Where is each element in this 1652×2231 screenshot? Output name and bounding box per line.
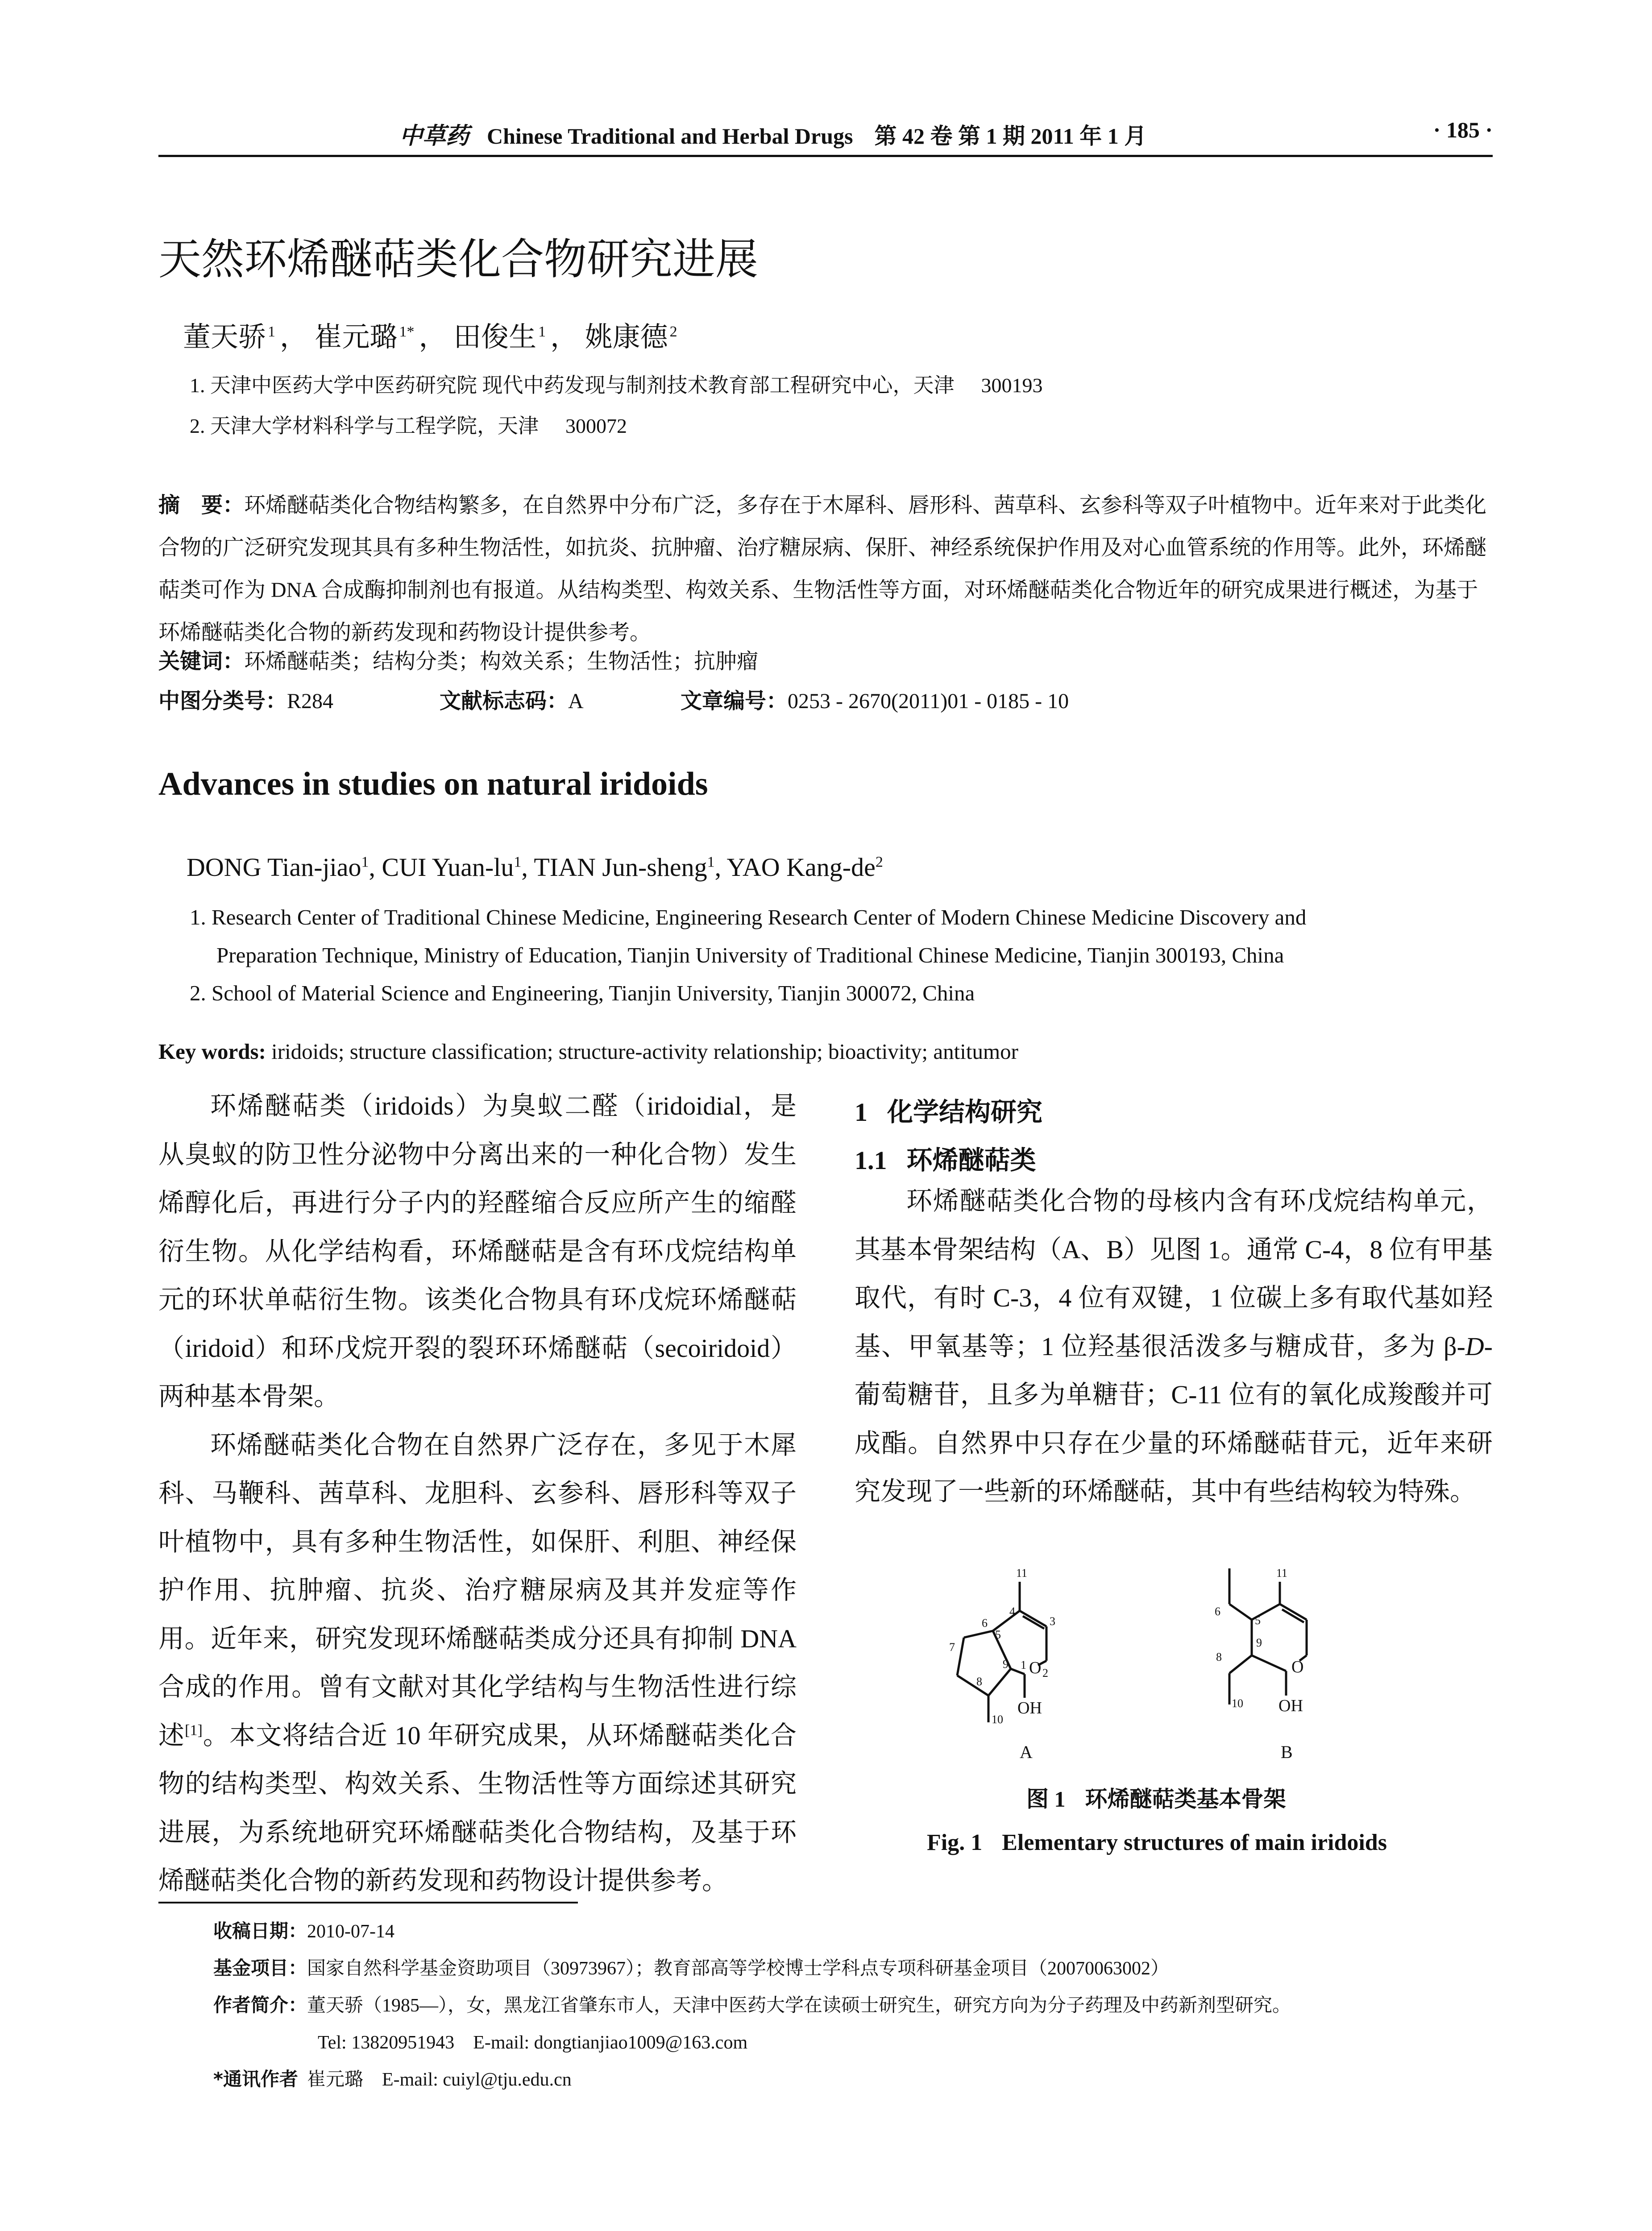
author-en: CUI Yuan-lu — [382, 853, 514, 882]
clc-label: 中图分类号： — [158, 688, 287, 713]
clc-number — [158, 684, 333, 714]
figure-1 — [910, 1562, 1446, 1771]
atom-label: 6 — [1215, 1605, 1220, 1618]
footnote-text: 国家自然科学基金资助项目（30973967）；教育部高等学校博士学科点专项科研基金项目（20070063002） — [307, 1958, 1170, 1979]
body-right-column — [855, 1177, 1493, 1516]
author-mark: 1 — [538, 323, 546, 340]
article-id — [681, 684, 1069, 714]
atom-label: 11 — [1016, 1567, 1028, 1580]
atom-label: 9 — [1256, 1636, 1262, 1649]
footnote-label: *通讯作者 — [213, 2068, 298, 2090]
author-cn: 姚康德 — [585, 322, 668, 352]
atom-label: OH — [1278, 1696, 1303, 1715]
structure-b-labels — [1215, 1567, 1303, 1715]
header-journal-line — [399, 117, 1146, 150]
atom-label: 10 — [992, 1713, 1003, 1726]
journal-issue: 第 42 卷 第 1 期 2011 年 1 月 — [874, 124, 1147, 149]
journal-name: Chinese Traditional and Herbal Drugs — [487, 124, 853, 149]
section-number: 1 — [855, 1098, 868, 1127]
journal-brand: 中草药 — [399, 124, 469, 149]
footnote-fund — [213, 1953, 1169, 1980]
affiliation-zip: 300072 — [565, 415, 627, 437]
page-number: · 185 · — [1433, 117, 1493, 142]
document-code-value: A — [568, 689, 584, 713]
atom-label: 8 — [976, 1675, 982, 1688]
section-heading-1 — [855, 1091, 1042, 1128]
footnote-label: 基金项目： — [213, 1957, 307, 1979]
title-en: Advances in studies on natural iridoids — [158, 766, 708, 802]
atom-label: 11 — [1276, 1567, 1288, 1580]
figure-caption-cn — [1026, 1781, 1286, 1813]
affiliation-en: 1. Research Center of Traditional Chinese Medicine, Engineering Research Center of Modern Chinese Medicine Discovery and — [190, 905, 1307, 929]
atom-label: 1 — [1021, 1659, 1026, 1671]
atom-label: O — [1029, 1659, 1042, 1677]
section-number: 1.1 — [855, 1146, 887, 1175]
author-en: TIAN Jun-sheng — [534, 853, 707, 882]
authors-en: DONG Tian-jiao$^1$, CUI Yuan-$lu^1$, TIAN Jun-sheng$^1$, YAO Kang-$de^2$ — [187, 853, 883, 882]
atom-label: 2 — [1042, 1667, 1048, 1679]
article-id-label: 文章编号： — [681, 688, 788, 713]
figure-caption-text: Elementary structures of main iridoids — [1002, 1830, 1387, 1855]
structure-b-label: B — [1281, 1742, 1293, 1762]
author-en: DONG Tian-jiao — [187, 853, 361, 882]
atom-label: O — [1291, 1658, 1304, 1676]
footnote-text: 崔元璐 E-mail: cuiyl@tju.edu.cn — [307, 2069, 572, 2090]
atom-label: 7 — [949, 1641, 955, 1654]
author-mark: 1* — [399, 323, 415, 340]
paragraph-text: 环烯醚萜类化合物的母核内含有环戊烷结构单元，其基本骨架结构（A、B）见图 1。通常 C-4，8 位有甲基取代，有时 C-3，4 位有双键，1 位碳上多有取代基如羟基、甲氧基等；1 位羟基很活泼多与糖成苷，多为 β- — [855, 1186, 1493, 1361]
title-cn: 天然环烯醚萜类化合物研究进展 — [158, 234, 758, 284]
figure-number: Fig. 1 — [927, 1830, 983, 1855]
atom-label: 3 — [1050, 1615, 1055, 1628]
author-cn: 田俊生 — [453, 322, 537, 352]
affiliation-cn — [190, 369, 1043, 398]
section-title: 环烯醚萜类 — [906, 1145, 1036, 1175]
section-title: 化学结构研究 — [887, 1097, 1043, 1127]
keywords-text: 环烯醚萜类；结构分类；构效关系；生物活性；抗肿瘤 — [244, 650, 759, 673]
abstract-label: 摘 要： — [158, 493, 245, 518]
figure-caption-en — [927, 1829, 1387, 1856]
paragraph — [158, 1421, 797, 1905]
figure-caption-text: 环烯醚萜类基本骨架 — [1085, 1786, 1286, 1812]
footnote-label: 收稿日期： — [213, 1920, 307, 1942]
author-mark: 1 — [514, 854, 522, 871]
footnote-text: 2010-07-14 — [307, 1921, 394, 1942]
abstract-cn — [158, 484, 1493, 654]
keywords-en-text: iridoids; structure classification; structure-activity relationship; bioactivity; antitumor — [266, 1039, 1018, 1064]
paragraph — [855, 1177, 1493, 1516]
keywords-en-label: Key words: — [158, 1039, 266, 1064]
keywords-cn — [158, 644, 758, 675]
italic-d: D — [1465, 1331, 1484, 1361]
structure-a-labels — [949, 1567, 1055, 1726]
footnote-contact: Tel: 13820951943 E-mail: dongtianjiao1009@163.com — [318, 2032, 748, 2053]
header-rule — [158, 155, 1493, 157]
atom-label: 8 — [1216, 1650, 1222, 1663]
atom-label: OH — [1017, 1699, 1042, 1717]
author-mark: 1 — [707, 854, 715, 871]
footnote-corresponding — [213, 2065, 572, 2091]
atom-label: 5 — [995, 1628, 1001, 1641]
clc-value: R284 — [287, 689, 334, 713]
footnote-bio — [213, 1990, 1291, 2017]
author-mark: 1 — [268, 323, 276, 340]
article-id-value: 0253 - 2670(2011)01 - 0185 - 10 — [788, 689, 1069, 713]
keywords-en — [158, 1039, 1018, 1064]
footnote-rule — [158, 1902, 578, 1903]
affiliation-text: 2. 天津大学材料科学与工程学院，天津 — [190, 415, 539, 437]
author-en: YAO Kang-de — [726, 853, 876, 882]
atom-label: 4 — [1009, 1605, 1015, 1618]
author-cn: 崔元璐 — [314, 322, 398, 352]
footnote-text: 董天骄（1985—），女，黑龙江省肇东市人，天津中医药大学在读硕士研究生，研究方向为分子药理及中药新剂型研究。 — [307, 1995, 1291, 2016]
atom-label: 6 — [982, 1617, 988, 1630]
affiliation-text: 1. 天津中医药大学中医药研究院 现代中药发现与制剂技术教育部工程研究中心，天津 — [190, 374, 955, 397]
document-code-label: 文献标志码： — [440, 688, 569, 713]
author-mark: 2 — [875, 854, 883, 871]
footnote-received — [213, 1916, 394, 1943]
authors-cn: 董天骄 $^1$ ， 崔元璐 $^{1*}$ ， 田俊生 $^1$ ， 姚康德 $^2$ — [183, 322, 677, 352]
citation-ref: [1] — [185, 1722, 203, 1739]
keywords-label: 关键词： — [158, 649, 245, 674]
atom-label: 5 — [1255, 1614, 1261, 1627]
document-code — [440, 684, 584, 714]
author-cn: 董天骄 — [183, 322, 266, 352]
author-mark: 1 — [361, 854, 369, 871]
paragraph-text: 。本文将结合近 10 年研究成果，从环烯醚萜类化合物的结构类型、构效关系、生物活性等方面综述其研究进展，为系统地研究环烯醚萜类化合物结构，及基于环烯醚萜类化合物的新药发现和药物设计提供参考。 — [158, 1721, 797, 1895]
footnote-label: 作者简介： — [213, 1994, 307, 2016]
author-mark: 2 — [669, 323, 677, 340]
running-header — [158, 117, 1493, 153]
paragraph-text: 环烯醚萜类化合物在自然界广泛存在，多见于木犀科、马鞭科、茜草科、龙胆科、玄参科、唇形科等双子叶植物中，具有多种生物活性，如保肝、利胆、神经保护作用、抗肿瘤、抗炎、治疗糖尿病及其并发症等作用。近年来，研究发现环烯醚萜类成分还具有抑制 DNA 合成的作用。曾有文献对其化学结构与生物活性进行综述 — [158, 1430, 797, 1750]
affiliation-en: Preparation Technique, Ministry of Education, Tianjin University of Traditional Chinese Medicine, Tianjin 300193, China — [216, 943, 1284, 967]
affiliation-zip: 300193 — [981, 374, 1043, 397]
structure-b-bonds — [1229, 1568, 1307, 1704]
paragraph-text: -葡萄糖苷，且多为单糖苷；C-11 位有的氧化成羧酸并可成酯。自然界中只存在少量的环烯醚萜苷元，近年来研究发现了一些新的环烯醚萜，其中有些结构较为特殊。 — [855, 1331, 1493, 1506]
section-heading-1-1 — [855, 1139, 1036, 1177]
abstract-text: 环烯醚萜类化合物结构繁多，在自然界中分布广泛，多存在于木犀科、唇形科、茜草科、玄参科等双子叶植物中。近年来对于此类化合物的广泛研究发现其具有多种生物活性，如抗炎、抗肿瘤、治疗糖尿病、保肝、神经系统保护作用及对心血管系统的作用等。此外，环烯醚萜类可作为 DNA 合成酶抑制剂也有报道。从结构类型、构效关系、生物活性等方面，对环烯醚萜类化合物近年的研究成果进行概述，为基于环烯醚萜类化合物的新药发现和药物设计提供参考。 — [158, 493, 1487, 644]
affiliation-en: 2. School of Material Science and Engineering, Tianjin University, Tianjin 300072, China — [190, 981, 975, 1005]
structure-a-label: A — [1020, 1742, 1033, 1762]
atom-label: 10 — [1232, 1697, 1243, 1710]
affiliation-cn — [190, 410, 627, 439]
body-left-column — [158, 1082, 797, 1905]
structure-diagram — [910, 1562, 1446, 1771]
atom-label: 9 — [1003, 1658, 1009, 1671]
paragraph: 环烯醚萜类（iridoids）为臭蚁二醛（iridoidial，是从臭蚁的防卫性分泌物中分离出来的一种化合物）发生烯醇化后，再进行分子内的羟醛缩合反应所产生的缩醛衍生物。从化学结构看，环烯醚萜是含有环戊烷结构单元的环状单萜衍生物。该类化合物具有环戊烷环烯醚萜（iridoid）和环戊烷开裂的裂环环烯醚萜（secoiridoid）两种基本骨架。 — [158, 1091, 797, 1411]
figure-number: 图 1 — [1026, 1787, 1066, 1812]
